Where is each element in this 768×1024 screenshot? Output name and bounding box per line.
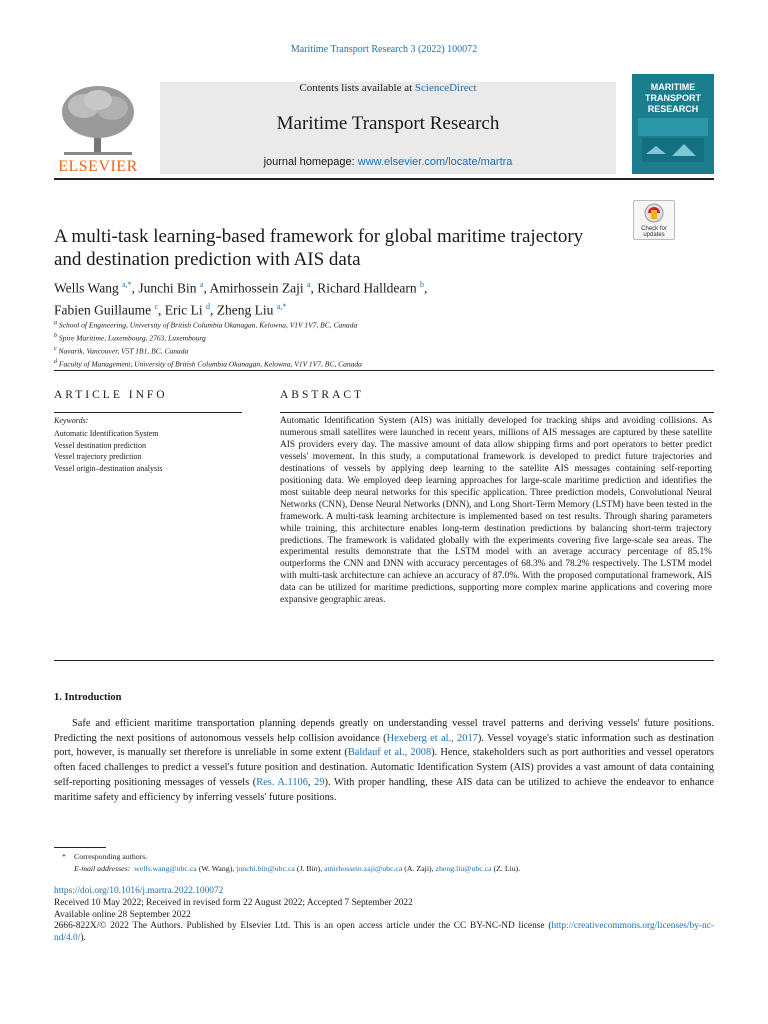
intro-text-segment: ). Hence, stakeholders such as port authorities and vessel operators often faced challenges to predict a vessel's future position and destination. Automatic Identification System (AIS) provides a vast amount of data containing self-reporting positioning messages of vessels (: [54, 747, 714, 788]
author-name[interactable]: Zheng Liu: [216, 302, 274, 317]
header-rule: [54, 178, 714, 180]
abstract-text: Automatic Identification System (AIS) was initially developed for tracking ships and avoiding collisions. As numerous small satellites were launched in recent years, millions of AIS messages are captured by these satellite AIS providers every day. The massive amount of data allow shipping firms and port operators to better predict vessels' movement. In this study, a computational framework is developed to predict future trajectories and destinations of vessels by applying deep learning to the satellite AIS messages containing self-reporting positioning data. We employed deep learning approaches for large-scale maritime prediction and identifies the most suitable deep neural networks for this specific application. Three prediction models, Convolutional Neural Networks (CNN), Dense Neural Networks (DNN), and Long Short-Term Memory (LSTM) have been tested in the framework. A multi-task learning architecture is implemented based on test results. Through sharing parameters while training, this architecture enables long-term destination predictions by balancing short-term trajectory predictions. The framework is validated globally with the experiments covering five large-scale sea areas. The experimental results demonstrate that the LSTM model with an average accuracy percentage of 85.1% outperforms the CNN and DNN with accuracy percentages of 68.3% and 78.2% respectively. The LSTM model with multi-task architecture can achieve an accuracy of 87.0%. With the proposed computational framework, AIS data can be utilized for maritime predictions, supporting more complex marine applications and covering more expansive geographic areas.: [280, 416, 712, 606]
affiliation-key: d: [54, 359, 57, 365]
contents-prefix: Contents lists available at: [299, 82, 415, 94]
affiliation-item: [54, 357, 714, 370]
elsevier-wordmark: ELSEVIER: [58, 158, 138, 175]
intro-text-segment: ). With proper handling, these AIS data can be utilized to achieve the endeavor to enhance maritime safety and efficiency by inferring vessels' future positions.: [54, 776, 714, 803]
publication-info: [54, 886, 714, 945]
affiliation-text: Faculty of Management, University of British Columbia Okanagan, Kelowna, V1V 1V7, BC, Canada: [58, 359, 362, 369]
contents-line: [160, 82, 616, 94]
journal-name: Maritime Transport Research: [276, 113, 500, 134]
email-owner: (A. Zaji),: [402, 864, 436, 873]
author-affiliation-mark[interactable]: a,*: [276, 301, 287, 311]
cover-title: MARITIME TRANSPORT RESEARCH: [645, 82, 701, 114]
intro-text-segment: ). Vessel voyage's static information such as destination port, however, is manually set therefore is unreliable in some extent (: [54, 732, 714, 759]
author-name[interactable]: Fabien Guillaume: [54, 302, 152, 317]
author-name[interactable]: Eric Li: [164, 302, 203, 317]
affiliation-item: [54, 344, 714, 357]
paper-title: A multi-task learning-based framework for global maritime trajectory and destination prediction with AIS data: [54, 226, 584, 270]
license-link[interactable]: http://creativecommons.org/licenses/by-nc-nd/4.0/: [54, 921, 714, 944]
homepage-prefix: journal homepage:: [263, 156, 358, 168]
email-link[interactable]: amirhossein.zaji@ubc.ca: [324, 864, 403, 873]
abstract-rule: [280, 412, 714, 413]
affiliation-text: School of Engineering, University of British Columbia Okanagan, Kelowna, V1V 1V7, BC, Canada: [58, 320, 358, 330]
author-affiliation-mark[interactable]: a: [306, 280, 311, 289]
intro-text-segment: ,: [307, 776, 315, 788]
homepage-link[interactable]: www.elsevier.com/locate/martra: [357, 156, 513, 168]
citation-link[interactable]: Hexeberg et al., 2017: [386, 732, 478, 744]
author-name[interactable]: Richard Halldearn: [317, 280, 417, 296]
homepage-line: [160, 156, 616, 168]
email-owner: (W. Wang),: [196, 864, 237, 873]
email-owner: (J. Bin),: [294, 864, 325, 873]
section-rule: [54, 370, 714, 371]
sciencedirect-link[interactable]: ScienceDirect: [414, 82, 477, 94]
author-name[interactable]: Wells Wang: [54, 280, 119, 296]
author-affiliation-mark[interactable]: a: [199, 280, 204, 289]
doi-link[interactable]: https://doi.org/10.1016/j.martra.2022.100072: [54, 886, 224, 896]
email-link[interactable]: junchi.bin@ubc.ca: [236, 864, 295, 873]
license-statement: [54, 921, 714, 945]
keywords-label: Keywords:: [54, 416, 89, 425]
email-link[interactable]: zheng.liu@ubc.ca: [435, 864, 492, 873]
citation-link[interactable]: Res. A.1106: [256, 776, 308, 788]
keyword-list: [54, 428, 162, 474]
corresponding-note: [54, 851, 714, 863]
author-list: Wells Wang $^{a,*}$, Junchi Bin $^a$, Amirhossein Zaji $^a$, Richard Halldearn $^b$, Fabien Guillaume $^c$, Eric Li $^d$, Zheng Liu $^{a,*}$: [54, 280, 428, 317]
email-label: E-mail addresses:: [74, 864, 131, 873]
author-affiliation-mark[interactable]: d: [206, 301, 211, 311]
affiliation-text: Spire Maritime, Luxembourg, 2763, Luxembourg: [58, 333, 206, 343]
affiliation-text: Navarik, Vancouver, V5T 1B1, BC, Canada: [58, 346, 189, 356]
keyword-item: Vessel origin–destination analysis: [54, 463, 163, 473]
keyword-item: Automatic Identification System: [54, 429, 159, 438]
article-info-heading: ARTICLE INFO: [54, 389, 168, 401]
intro-text-segment: Safe and efficient maritime transportation planning depends greatly on understanding vessel travel patterns and deriving vessels' future positions. Predicting the next positions of autonomous vessels help collision avoidance (: [54, 718, 714, 744]
check-for-updates-label: Check for updates: [641, 226, 667, 238]
affiliation-item: [54, 318, 714, 331]
affiliation-item: [54, 331, 714, 344]
keyword-item: Vessel destination prediction: [54, 440, 146, 450]
introduction-paragraph: [54, 717, 714, 805]
author-affiliation-mark[interactable]: a,*: [122, 280, 132, 289]
email-link[interactable]: wells.wang@ubc.ca: [134, 864, 197, 873]
license-text: 2666-822X/© 2022 The Authors. Published by Elsevier Ltd. This is an open access article under the CC BY-NC-ND license (: [54, 921, 552, 932]
article-info-rule: [54, 412, 242, 413]
introduction-heading: 1. Introduction: [54, 692, 122, 703]
journal-reference[interactable]: Maritime Transport Research 3 (2022) 100072: [290, 44, 478, 55]
author-name[interactable]: Junchi Bin: [138, 280, 197, 296]
email-line: [54, 863, 714, 875]
keyword-item: Vessel trajectory prediction: [54, 452, 142, 461]
affiliation-list: [54, 318, 714, 370]
footnote: [54, 851, 714, 875]
citation-link[interactable]: 29: [314, 776, 325, 788]
affiliation-key: c: [54, 346, 57, 352]
citation-link[interactable]: Baldauf et al., 2008: [347, 747, 432, 759]
abstract-end-rule: [54, 660, 714, 661]
footnote-rule: [54, 847, 106, 848]
affiliation-key: b: [54, 333, 57, 339]
affiliation-key: a: [54, 320, 57, 326]
license-end: ).: [80, 933, 86, 944]
email-owner: (Z. Liu).: [491, 864, 521, 873]
footnote-star: *: [62, 852, 66, 861]
received-dates: Received 10 May 2022; Received in revised form 22 August 2022; Accepted 7 September 2022: [54, 897, 413, 908]
author-affiliation-mark[interactable]: c: [154, 301, 159, 311]
author-affiliation-mark[interactable]: b: [420, 280, 425, 289]
corresponding-label: Corresponding authors.: [74, 852, 148, 861]
author-name[interactable]: Amirhossein Zaji: [209, 280, 304, 296]
available-online: Available online 28 September 2022: [54, 909, 191, 920]
abstract-heading: ABSTRACT: [280, 389, 365, 401]
